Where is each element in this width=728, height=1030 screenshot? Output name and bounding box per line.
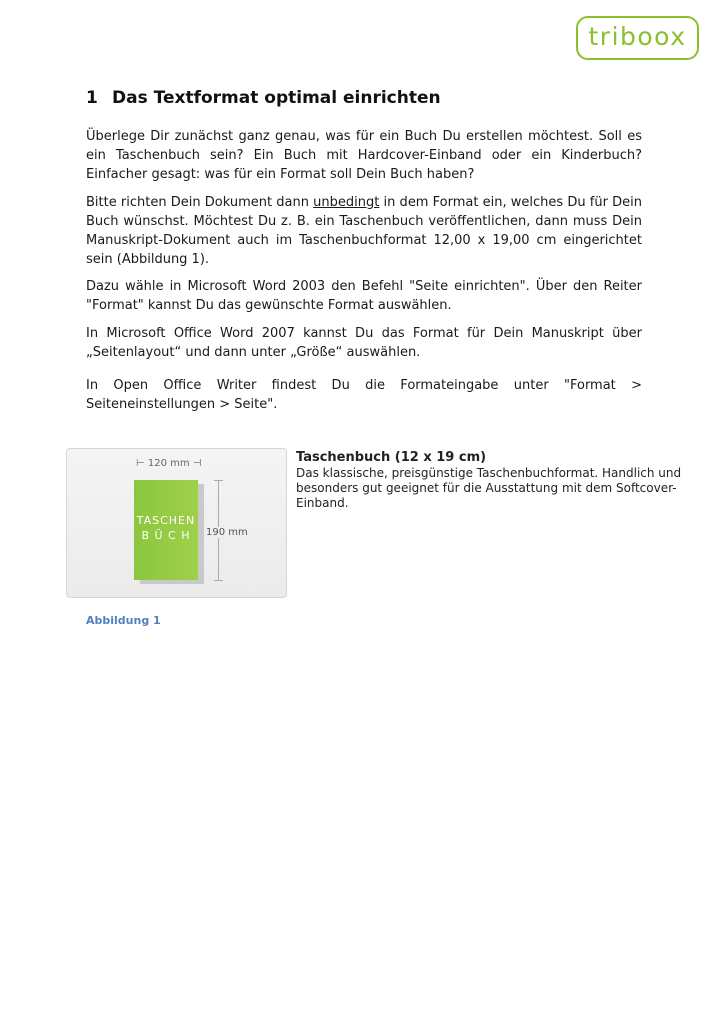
paragraph-format-end: in dem Format ein, welches Du für Dein Buch wünschst. Möchtest Du z. B. ein Taschenbuch veröffentlichen, dann muss Dein Manuskript-Dokument auch im Taschenbuchformat 12,00 x 19,00 cm eingerichtet sein (Abbildung 1). xyxy=(86,195,642,267)
width-label: 120 mm xyxy=(147,458,190,469)
figure-title: Taschenbuch (12 x 19 cm) xyxy=(296,450,487,465)
height-label: 190 mm xyxy=(206,527,248,538)
height-cap-bottom xyxy=(214,580,223,581)
width-dimension: ⊢ 120 mm ⊣ xyxy=(136,458,202,469)
height-cap-top xyxy=(214,480,223,481)
logo-text: triboox xyxy=(588,22,687,51)
underlined-word: unbedingt xyxy=(313,195,380,210)
book-cover-image xyxy=(134,480,198,580)
paragraph-word-2003: Dazu wähle in Microsoft Word 2003 den Befehl "Seite einrichten". Über den Reiter "Format" kannst Du das gewünschte Format auswählen. xyxy=(86,279,642,313)
heading-number: 1 xyxy=(86,88,98,108)
paragraph-open-office: In Open Office Writer findest Du die Formateingabe unter "Format > Seiteneinstellungen > Seite". xyxy=(86,378,642,412)
paragraph-format-start: Bitte richten Dein Dokument dann xyxy=(86,195,314,210)
section-heading xyxy=(86,87,441,109)
paragraph-format xyxy=(86,193,642,269)
book-line-2: B Ü C H xyxy=(141,529,191,542)
paragraph-intro: Überlege Dir zunächst ganz genau, was für ein Buch Du erstellen möchtest. Soll es ein Taschenbuch sein? Ein Buch mit Hardcover-Einband oder ein Kinderbuch? Einfacher gesagt: was für ein Format soll Dein Buch haben? xyxy=(86,129,642,182)
figure-description: Das klassische, preisgünstige Taschenbuchformat. Handlich und besonders gut geeignet für die Ausstattung mit dem Softcover-Einband. xyxy=(296,466,682,510)
heading-title: Das Textformat optimal einrichten xyxy=(112,88,441,108)
book-line-1: TASCHEN xyxy=(136,514,196,527)
triboox-logo xyxy=(576,16,699,60)
paragraph-word-2007: In Microsoft Office Word 2007 kannst Du das Format für Dein Manuskript über „Seitenlayout“ und dann unter „Größe“ auswählen. xyxy=(86,326,642,360)
figure-caption: Abbildung 1 xyxy=(86,614,161,627)
